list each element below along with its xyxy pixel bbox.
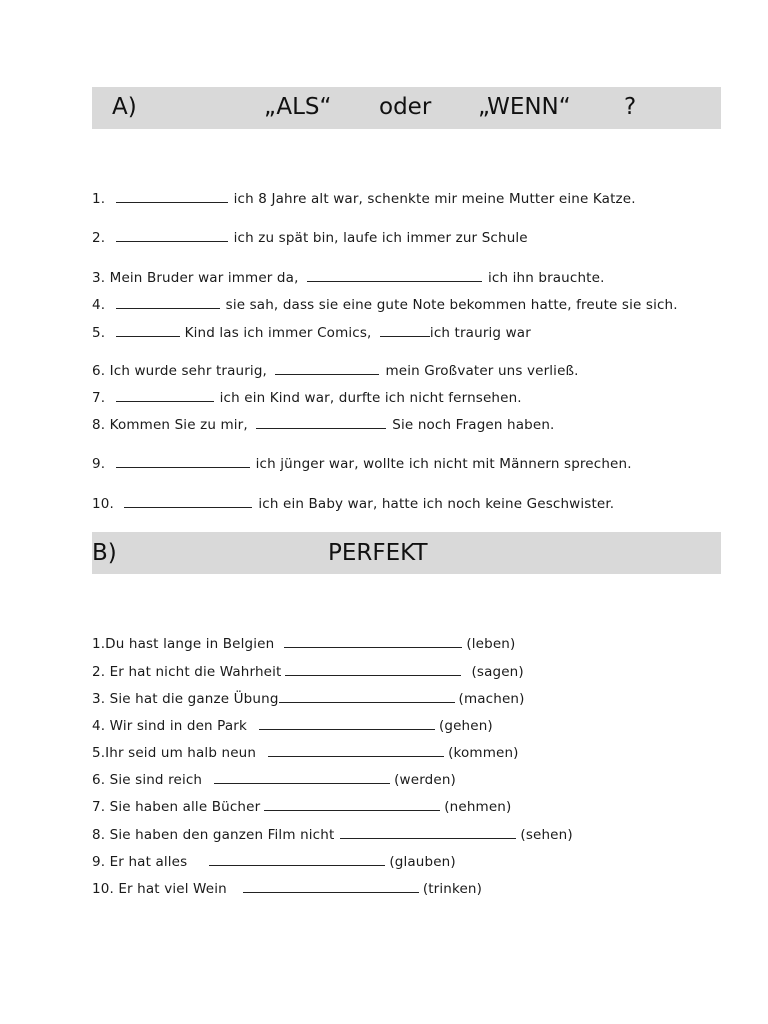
exercise-a-2 xyxy=(92,229,528,247)
answer-blank[interactable] xyxy=(243,880,419,893)
exercise-a-1 xyxy=(92,190,636,208)
exercise-b-6 xyxy=(92,771,456,789)
verb-hint: (trinken) xyxy=(422,881,483,897)
item-number: 9. xyxy=(92,456,106,472)
exercise-a-7 xyxy=(92,389,522,407)
exercise-a-4 xyxy=(92,296,678,314)
answer-blank-2[interactable] xyxy=(380,324,430,337)
verb-hint: (machen) xyxy=(458,691,525,707)
item-prefix: 5.Ihr seid um halb neun xyxy=(92,745,257,761)
exercise-a-3 xyxy=(92,269,605,287)
verb-hint: (sagen) xyxy=(471,664,524,680)
answer-blank[interactable] xyxy=(116,229,228,242)
section-b-letter: B) xyxy=(92,540,117,566)
item-prefix: 4. Wir sind in den Park xyxy=(92,718,247,734)
answer-blank[interactable] xyxy=(340,826,516,839)
item-text-before: Mein Bruder war immer da, xyxy=(109,270,299,286)
title-als: „ALS“ xyxy=(264,94,332,120)
answer-blank[interactable] xyxy=(279,690,455,703)
verb-hint: (glauben) xyxy=(389,854,456,870)
item-prefix: 8. Sie haben den ganzen Film nicht xyxy=(92,827,335,843)
answer-blank[interactable] xyxy=(264,798,440,811)
item-number: 1. xyxy=(92,191,106,207)
answer-blank[interactable] xyxy=(209,853,385,866)
item-text: sie sah, dass sie eine gute Note bekommen hatte, freute sie sich. xyxy=(225,297,678,313)
item-number: 10. xyxy=(92,496,114,512)
answer-blank[interactable] xyxy=(116,389,214,402)
title-wenn: „WENN“ xyxy=(478,94,571,120)
item-number: 5. xyxy=(92,325,106,341)
verb-hint: (sehen) xyxy=(520,827,573,843)
item-text: ich zu spät bin, laufe ich immer zur Schule xyxy=(233,230,528,246)
answer-blank[interactable] xyxy=(124,495,252,508)
exercise-b-2 xyxy=(92,663,524,681)
item-number: 4. xyxy=(92,297,106,313)
title-question-mark: ? xyxy=(624,94,637,120)
verb-hint: (leben) xyxy=(466,636,516,652)
item-prefix: 6. Sie sind reich xyxy=(92,772,203,788)
section-b-title: PERFEKT xyxy=(328,540,428,566)
item-text: Kind las ich immer Comics, xyxy=(184,325,372,341)
item-prefix: 1.Du hast lange in Belgien xyxy=(92,636,275,652)
item-number: 3. xyxy=(92,270,106,286)
item-number: 2. xyxy=(92,230,106,246)
answer-blank[interactable] xyxy=(256,416,386,429)
exercise-b-8 xyxy=(92,826,573,844)
section-a-header xyxy=(92,87,721,129)
exercise-b-5 xyxy=(92,744,519,762)
exercise-b-4 xyxy=(92,717,493,735)
item-number: 8. xyxy=(92,417,106,433)
answer-blank[interactable] xyxy=(259,717,435,730)
title-oder: oder xyxy=(379,94,432,120)
exercise-b-7 xyxy=(92,798,511,816)
exercise-b-1 xyxy=(92,635,515,653)
item-prefix: 7. Sie haben alle Bücher xyxy=(92,799,261,815)
exercise-a-10 xyxy=(92,495,614,513)
item-text: Sie noch Fragen haben. xyxy=(392,417,555,433)
section-b-header xyxy=(92,532,721,574)
exercise-a-6 xyxy=(92,362,579,380)
item-text: ich jünger war, wollte ich nicht mit Männern sprechen. xyxy=(255,456,632,472)
item-text-2: ich traurig war xyxy=(429,325,531,341)
item-text: ich ihn brauchte. xyxy=(487,270,605,286)
verb-hint: (gehen) xyxy=(438,718,493,734)
item-number: 7. xyxy=(92,390,106,406)
verb-hint: (nehmen) xyxy=(444,799,512,815)
exercise-b-10 xyxy=(92,880,482,898)
item-prefix: 2. Er hat nicht die Wahrheit xyxy=(92,664,282,680)
verb-hint: (kommen) xyxy=(448,745,519,761)
item-text: ich ein Kind war, durfte ich nicht fernsehen. xyxy=(219,390,522,406)
exercise-b-9 xyxy=(92,853,456,871)
answer-blank[interactable] xyxy=(116,296,220,309)
section-a-letter: A) xyxy=(112,94,137,120)
answer-blank[interactable] xyxy=(307,269,482,282)
item-text: ich 8 Jahre alt war, schenkte mir meine Mutter eine Katze. xyxy=(233,191,636,207)
item-prefix: 9. Er hat alles xyxy=(92,854,188,870)
answer-blank[interactable] xyxy=(116,324,180,337)
answer-blank[interactable] xyxy=(214,771,390,784)
answer-blank[interactable] xyxy=(116,455,250,468)
answer-blank[interactable] xyxy=(116,190,228,203)
exercise-a-9 xyxy=(92,455,632,473)
answer-blank[interactable] xyxy=(285,663,461,676)
item-prefix: 10. Er hat viel Wein xyxy=(92,881,227,897)
exercise-a-5 xyxy=(92,324,531,342)
answer-blank[interactable] xyxy=(284,635,462,648)
item-prefix: 3. Sie hat die ganze Übung xyxy=(92,691,279,707)
exercise-b-3 xyxy=(92,690,525,708)
answer-blank[interactable] xyxy=(268,744,444,757)
item-text-before: Kommen Sie zu mir, xyxy=(109,417,248,433)
item-text: ich ein Baby war, hatte ich noch keine Geschwister. xyxy=(258,496,615,512)
answer-blank[interactable] xyxy=(275,362,379,375)
item-number: 6. xyxy=(92,363,106,379)
item-text-before: Ich wurde sehr traurig, xyxy=(109,363,267,379)
exercise-a-8 xyxy=(92,416,554,434)
item-text: mein Großvater uns verließ. xyxy=(385,363,579,379)
verb-hint: (werden) xyxy=(394,772,456,788)
